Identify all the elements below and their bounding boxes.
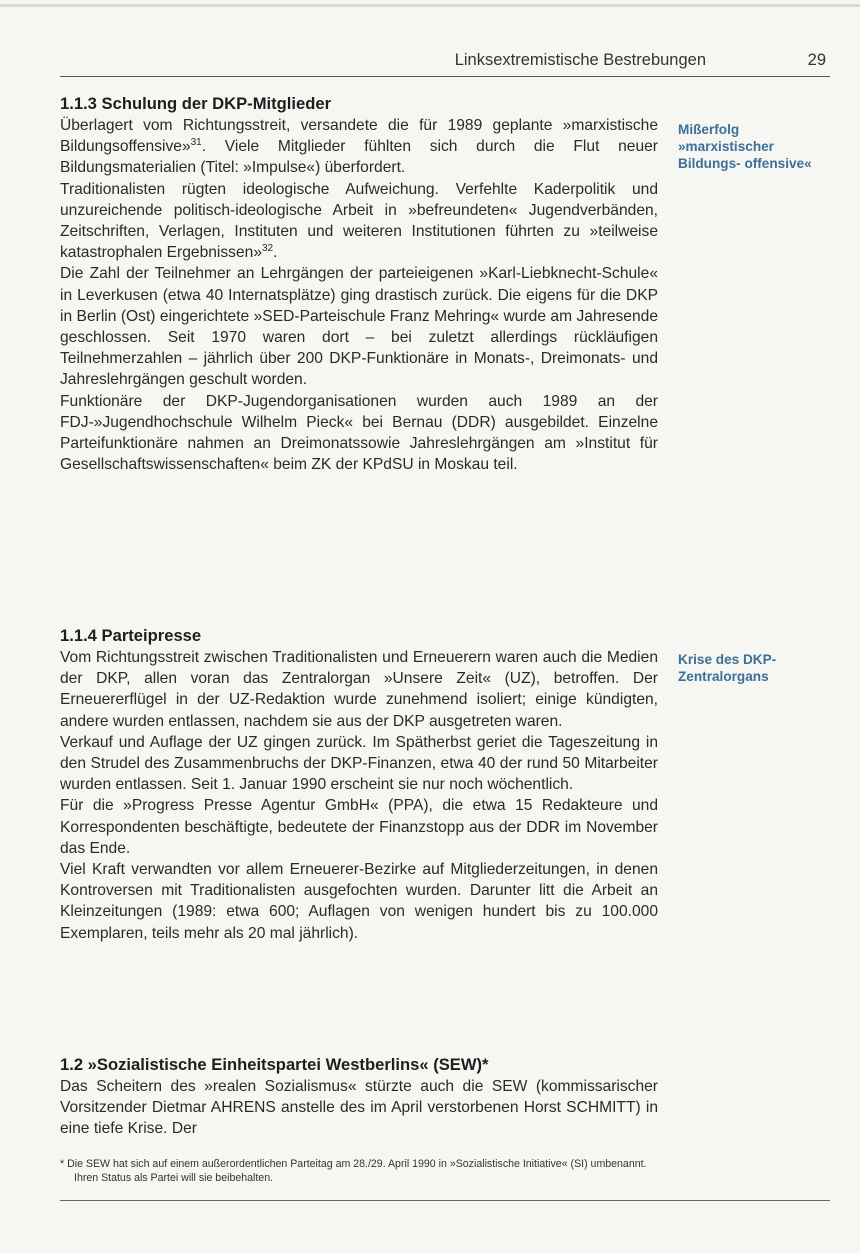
paragraph: Verkauf und Auflage der UZ gingen zurück. Im Spätherbst geriet die Tageszeitung in den Strudel des Zusammenbruchs der DKP-Finanzen, etwa 40 der rund 50 Mitarbeiter wurden entlassen. Seit 1. Januar 1990 erscheint sie nur noch wöchentlich. (60, 733, 658, 794)
section-parteipresse (60, 624, 658, 944)
running-header (60, 50, 830, 77)
paragraph: Für die »Progress Presse Agentur GmbH« (PPA), die etwa 15 Redakteure und Korrespondenten beschäftigte, bedeutete der Finanzstopp aus der DDR im November das Ende. (60, 797, 658, 857)
footnote-text: * Die SEW hat sich auf einem außerordentlichen Parteitag am 28./29. April 1990 in »Sozialistische Initiative« (SI) umbenannt. Ihren Status als Partei will sie beibehalten. (60, 1158, 647, 1184)
paragraph: Traditionalisten rügten ideologische Aufweichung. Verfehlte Kaderpolitik und unzureichende politisch-ideologische Arbeit in »befreundeten« Jugendverbänden, Zeitschriften, Verlagen, Instituten und weiteren Institutionen führten zu »teilweise katastrophalen Ergebnissen»$^{32}$. (60, 180, 658, 262)
section-sew (60, 1053, 658, 1140)
paragraph: Vom Richtungsstreit zwischen Traditionalisten und Erneuerern waren auch die Medien der DKP, allen voran das Zentralorgan »Unsere Zeit« (UZ), betroffen. Der Erneuererflügel in der UZ-Redaktion wurde zunehmend isoliert; einige kündigten, andere wurden entlassen, nachdem sie aus der DKP ausgetreten waren. (60, 649, 658, 730)
paragraph: Viel Kraft verwandten vor allem Erneuerer-Bezirke auf Mitgliederzeitungen, in denen Kontroversen mit Traditionalisten ausgefochten wurden. Darunter litt die Arbeit an Kleinzeitungen (1989: etwa 600; Auflagen von wenigen hundert bis zu 100.000 Exemplaren, teils mehr als 20 mal jährlich). (60, 861, 658, 942)
section-heading: 1.2 »Sozialistische Einheitspartei Westberlins« (SEW)* (60, 1055, 489, 1074)
paragraph: Die Zahl der Teilnehmer an Lehrgängen der parteieigenen »Karl-Liebknecht-Schule« in Leverkusen (etwa 40 Internatsplätze) ging drastisch zurück. Die eigens für die DKP in Berlin (Ost) eingerichtete »SED-Parteischule Franz Mehring« wurde am Jahresende geschlossen. Seit 1970 waren dort – bei zuletzt allerdings rückläufigen Teilnehmerzahlen – jährlich über 200 DKP-Funktionäre in Monats-, Dreimonats- und Jahreslehrgängen geschult worden. (60, 265, 658, 389)
margin-note: Krise des DKP-Zentralorgans (678, 652, 777, 684)
section-heading: 1.1.3 Schulung der DKP-Mitglieder (60, 94, 332, 113)
footnote-ref: 31 (190, 137, 202, 149)
margin-note-misserfolg (678, 121, 828, 172)
section-schulung (60, 92, 658, 475)
bottom-rule (60, 1200, 830, 1201)
paragraph: Überlagert vom Richtungsstreit, versandete die für 1989 geplante »marxistische Bildungsoffensive»$^{31}$. Viele Mitglieder fühlten sich durch die Flut neuer Bildungsmaterialien (Titel: »Impulse«) überfordert. (60, 117, 658, 177)
section-heading: 1.1.4 Parteipresse (60, 626, 202, 645)
paragraph: Das Scheitern des »realen Sozialismus« stürzte auch die SEW (kommissarischer Vorsitzender Dietmar AHRENS anstelle des im April verstorbenen Horst SCHMITT) in eine tiefe Krise. Der (60, 1078, 658, 1138)
margin-note-krise (678, 651, 828, 685)
margin-note: Mißerfolg »marxistischer Bildungs- offensive« (678, 122, 812, 171)
paragraph: Funktionäre der DKP-Jugendorganisationen wurden auch 1989 an der FDJ-»Jugendhochschule Wilhelm Pieck« bei Bernau (DDR) ausgebildet. Einzelne Parteifunktionäre nahmen an Dreimonatssowie Jahreslehrgängen am »Institut für Gesellschaftswissenschaften« beim ZK der KPdSU in Moskau teil. (60, 392, 658, 474)
footnote-ref: 32 (262, 243, 274, 255)
running-title: Linksextremistische Bestrebungen (454, 51, 706, 69)
footnote (60, 1158, 658, 1185)
top-scan-edge (0, 4, 860, 7)
page-number: 29 (807, 51, 826, 69)
